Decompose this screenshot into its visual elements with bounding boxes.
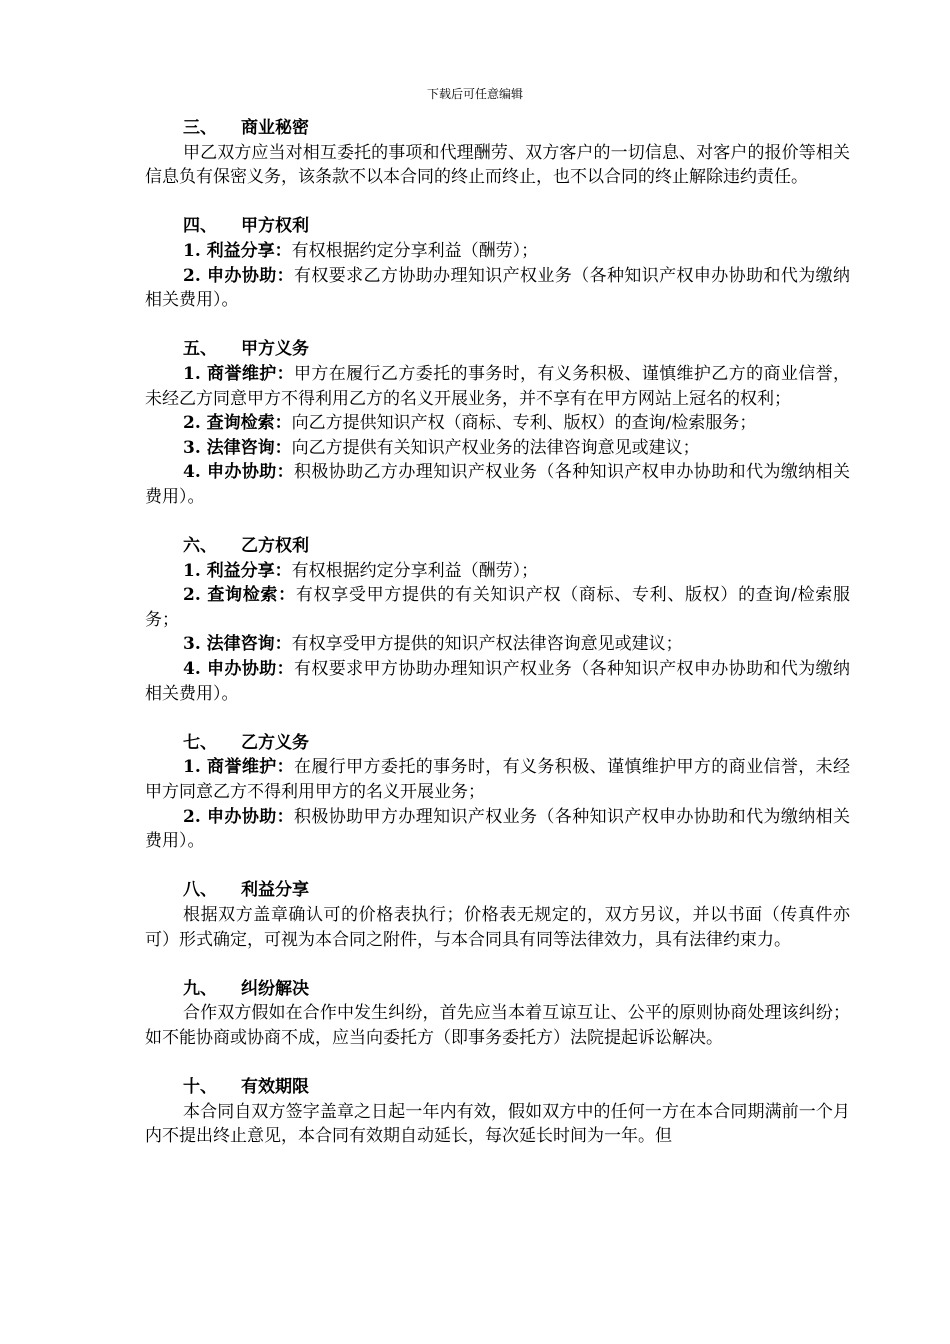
clause	[145, 755, 850, 804]
clause	[145, 436, 850, 461]
clause	[145, 559, 850, 584]
section-number: 三、	[183, 118, 217, 138]
paragraph	[145, 903, 850, 952]
clause-lead: 1. 商誉维护：	[183, 757, 294, 778]
document-body	[145, 116, 850, 1174]
clause-lead: 4. 申办协助：	[183, 659, 294, 680]
section-number: 十、	[183, 1077, 217, 1098]
clause	[145, 264, 850, 313]
clause-lead: 2. 查询检索：	[183, 413, 292, 434]
section-party-b-obligations	[145, 731, 850, 854]
section-heading: 甲方义务	[241, 339, 309, 360]
clause-text: 有权根据约定分享利益（酬劳）；	[291, 560, 539, 581]
section-dispute-resolution	[145, 977, 850, 1051]
section-heading: 纠纷解决	[241, 978, 309, 999]
paragraph-text: 合作双方假如在合作中发生纠纷，首先应当本着互谅互让、公平的原则协商处理该纠纷；如不能协商或协商不成，应当向委托方（即事务委托方）法院提起诉讼解决。	[145, 1003, 850, 1048]
clause-text: 有权享受甲方提供的有关知识产权（商标、专利、版权）的查询/检索服务；	[145, 585, 850, 630]
section-number: 七、	[183, 732, 217, 753]
clause	[145, 239, 850, 264]
clause-lead: 4. 申办协助：	[183, 462, 294, 483]
section-profit-sharing	[145, 878, 850, 952]
section-heading: 甲方权利	[241, 216, 309, 237]
section-number: 六、	[183, 536, 217, 557]
clause-text: 积极协助乙方办理知识产权业务（各种知识产权申办协助和代为缴纳相关费用）。	[145, 462, 851, 507]
section-heading: 利益分享	[241, 880, 309, 901]
section-number: 四、	[183, 216, 217, 237]
section-party-a-obligations	[145, 337, 850, 509]
clause-lead: 3. 法律咨询：	[183, 634, 292, 655]
clause	[145, 411, 850, 436]
clause-text: 向乙方提供有关知识产权业务的法律咨询意见或建议；	[291, 437, 700, 458]
clause-lead: 2. 申办协助：	[183, 265, 294, 286]
paragraph-text: 根据双方盖章确认可的价格表执行；价格表无规定的，双方另议，并以书面（传真件亦可）形式确定，可视为本合同之附件，与本合同具有同等法律效力，具有法律约束力。	[145, 905, 850, 950]
paragraph	[145, 1001, 850, 1050]
section-title	[145, 116, 850, 141]
clause	[145, 362, 850, 411]
clause-text: 有权享受甲方提供的知识产权法律咨询意见或建议；	[291, 634, 683, 655]
clause-lead: 1. 商誉维护：	[183, 363, 294, 384]
paragraph	[145, 141, 850, 190]
clause	[145, 657, 850, 706]
section-title	[145, 977, 850, 1002]
clause-lead: 1. 利益分享：	[183, 240, 292, 261]
section-heading: 乙方义务	[241, 732, 309, 753]
section-validity-period	[145, 1075, 850, 1149]
clause	[145, 460, 850, 509]
section-title	[145, 337, 850, 362]
clause-lead: 1. 利益分享：	[183, 560, 292, 581]
page-header-note: 下载后可任意编辑	[426, 87, 523, 101]
section-number: 五、	[183, 339, 217, 360]
section-number: 九、	[183, 978, 217, 999]
clause-text: 有权要求乙方协助办理知识产权业务（各种知识产权申办协助和代为缴纳相关费用）。	[145, 265, 851, 311]
clause-text: 向乙方提供知识产权（商标、专利、版权）的查询/检索服务；	[291, 413, 757, 434]
clause	[145, 583, 850, 632]
clause	[145, 632, 850, 657]
section-heading: 乙方权利	[241, 536, 309, 557]
clause-text: 有权根据约定分享利益（酬劳）；	[291, 240, 539, 261]
section-trade-secret	[145, 116, 850, 190]
section-number: 八、	[183, 880, 217, 901]
paragraph	[145, 1100, 850, 1149]
section-heading: 商业秘密	[241, 118, 309, 138]
clause-text: 在履行甲方委托的事务时，有义务积极、谨慎维护甲方的商业信誉，未经甲方同意乙方不得利用甲方的名义开展业务；	[145, 757, 851, 803]
section-party-b-rights	[145, 534, 850, 706]
section-title	[145, 1075, 850, 1100]
section-title	[145, 878, 850, 903]
paragraph-text: 甲乙双方应当对相互委托的事项和代理酬劳、双方客户的一切信息、对客户的报价等相关信息负有保密义务，该条款不以本合同的终止而终止，也不以合同的终止解除违约责任。	[145, 142, 850, 188]
clause-lead: 2. 申办协助：	[183, 806, 294, 827]
clause-text: 甲方在履行乙方委托的事务时，有义务积极、谨慎维护乙方的商业信誉，未经乙方同意甲方不得利用乙方的名义开展业务，并不享有在甲方网站上冠名的权利；	[145, 363, 851, 409]
clause-text: 积极协助甲方办理知识产权业务（各种知识产权申办协助和代为缴纳相关费用）。	[145, 806, 851, 852]
section-heading: 有效期限	[241, 1077, 309, 1098]
section-title	[145, 534, 850, 559]
section-title	[145, 214, 850, 239]
section-party-a-rights	[145, 214, 850, 312]
clause-lead: 3. 法律咨询：	[183, 437, 292, 458]
clause-lead: 2. 查询检索：	[183, 585, 296, 606]
section-title	[145, 731, 850, 756]
clause-text: 有权要求甲方协助办理知识产权业务（各种知识产权申办协助和代为缴纳相关费用）。	[145, 659, 851, 704]
clause	[145, 805, 850, 854]
paragraph-text: 本合同自双方签字盖章之日起一年内有效，假如双方中的任何一方在本合同期满前一个月内不提出终止意见，本合同有效期自动延长，每次延长时间为一年。但	[145, 1101, 850, 1147]
